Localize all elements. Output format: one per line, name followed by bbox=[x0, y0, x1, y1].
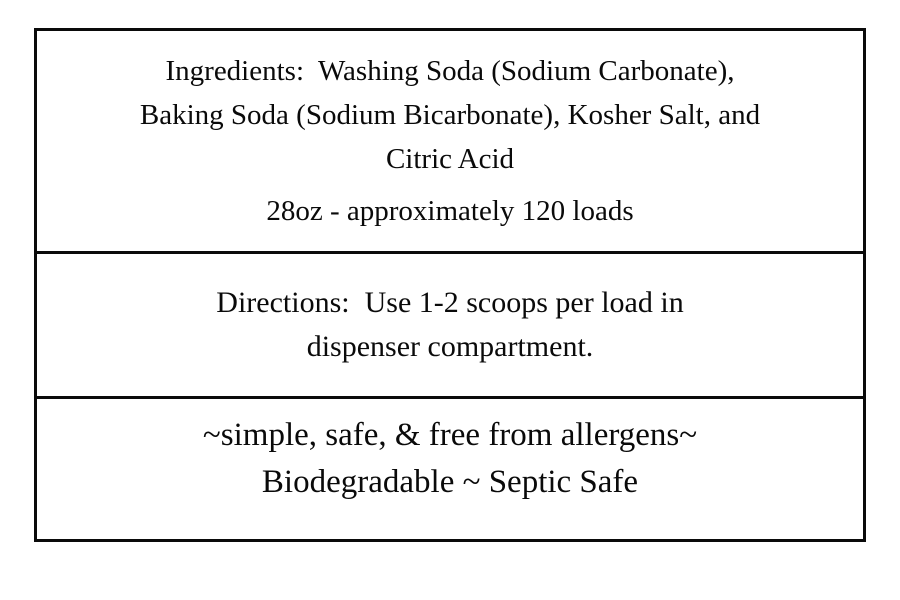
directions-line-1: Directions: Use 1-2 scoops per load in bbox=[216, 286, 684, 319]
claims-line-2: Biodegradable ~ Septic Safe bbox=[261, 464, 639, 500]
directions-line-2: dispenser compartment. bbox=[306, 330, 594, 363]
ingredients-line-1: Ingredients: Washing Soda (Sodium Carbonate), bbox=[165, 55, 735, 87]
product-label-card bbox=[34, 28, 866, 542]
net-weight-loads-text: 28oz - approximately 120 loads bbox=[266, 195, 634, 227]
claims-line-1: ~simple, safe, & free from allergens~ bbox=[202, 417, 698, 453]
directions-section bbox=[37, 254, 863, 399]
ingredients-line-3: Citric Acid bbox=[385, 143, 515, 175]
ingredients-text bbox=[140, 49, 760, 181]
claims-text bbox=[203, 412, 697, 506]
ingredients-section bbox=[37, 31, 863, 254]
ingredients-line-2: Baking Soda (Sodium Bicarbonate), Kosher Salt, and bbox=[139, 99, 761, 131]
claims-section bbox=[37, 399, 863, 533]
directions-text bbox=[216, 281, 683, 369]
